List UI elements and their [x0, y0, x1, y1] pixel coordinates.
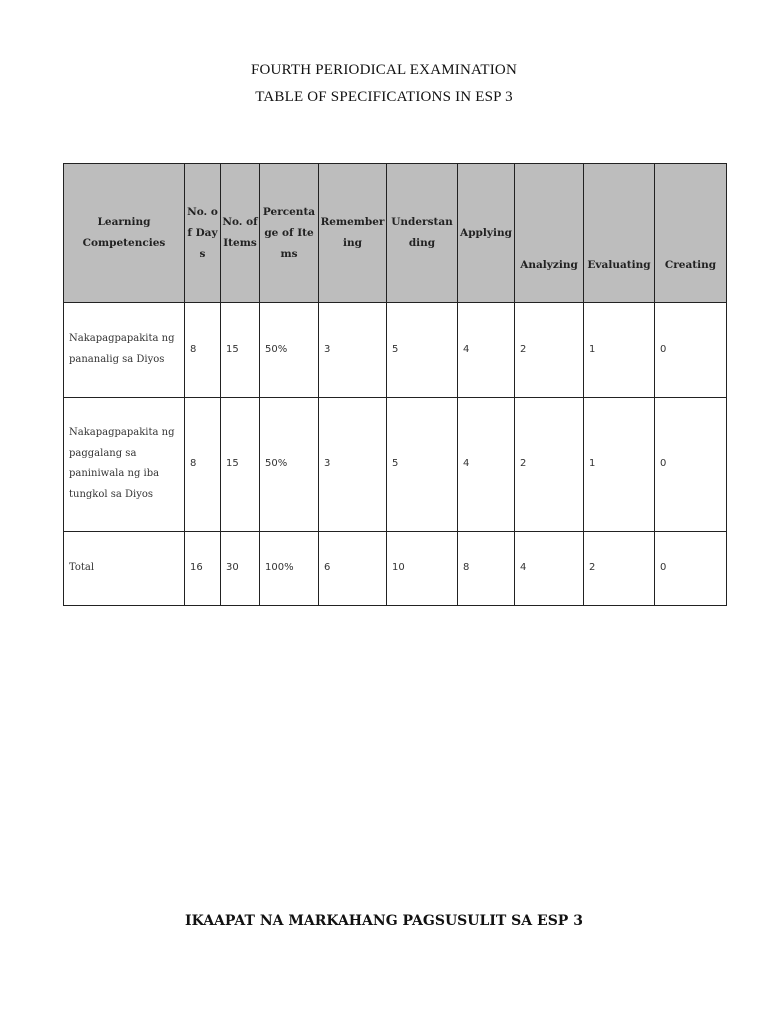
- table-row: [64, 397, 727, 531]
- total-row: [64, 531, 727, 605]
- column-header-items: No. of Items: [221, 164, 260, 303]
- total-items-cell: 30: [221, 531, 260, 605]
- days-cell: 8: [185, 397, 221, 531]
- header-row: [64, 164, 727, 303]
- document-title: FOURTH PERIODICAL EXAMINATION: [250, 62, 517, 78]
- table-row: [64, 303, 727, 397]
- document-subtitle: TABLE OF SPECIFICATIONS IN ESP 3: [255, 89, 513, 105]
- remembering-cell: 3: [319, 397, 387, 531]
- applying-cell: 4: [458, 303, 515, 397]
- items-cell: 15: [221, 397, 260, 531]
- competency-cell: Nakapagpapakita ng pananalig sa Diyos: [64, 303, 185, 397]
- items-cell: 15: [221, 303, 260, 397]
- exam-heading: IKAAPAT NA MARKAHANG PAGSUSULIT SA ESP 3: [185, 913, 583, 929]
- column-header-remembering: Remembering: [319, 164, 387, 303]
- total-days-cell: 16: [185, 531, 221, 605]
- column-header-creating: Creating: [655, 164, 727, 303]
- column-header-evaluating: Evaluating: [584, 164, 655, 303]
- total-understanding-cell: 10: [387, 531, 458, 605]
- creating-cell: 0: [655, 397, 727, 531]
- evaluating-cell: 1: [584, 303, 655, 397]
- remembering-cell: 3: [319, 303, 387, 397]
- column-header-percentage: Percentage of Items: [260, 164, 319, 303]
- column-header-days: No. of Days: [185, 164, 221, 303]
- column-header-competencies: Learning Competencies: [64, 164, 185, 303]
- column-header-analyzing: Analyzing: [515, 164, 584, 303]
- analyzing-cell: 2: [515, 397, 584, 531]
- total-creating-cell: 0: [655, 531, 727, 605]
- understanding-cell: 5: [387, 397, 458, 531]
- evaluating-cell: 1: [584, 397, 655, 531]
- percentage-cell: 50%: [260, 397, 319, 531]
- total-analyzing-cell: 4: [515, 531, 584, 605]
- column-header-understanding: Understanding: [387, 164, 458, 303]
- analyzing-cell: 2: [515, 303, 584, 397]
- total-evaluating-cell: 2: [584, 531, 655, 605]
- creating-cell: 0: [655, 303, 727, 397]
- specifications-table: [63, 163, 727, 606]
- percentage-cell: 50%: [260, 303, 319, 397]
- days-cell: 8: [185, 303, 221, 397]
- total-remembering-cell: 6: [319, 531, 387, 605]
- total-applying-cell: 8: [458, 531, 515, 605]
- total-percentage-cell: 100%: [260, 531, 319, 605]
- total-label: Total: [64, 531, 185, 605]
- understanding-cell: 5: [387, 303, 458, 397]
- applying-cell: 4: [458, 397, 515, 531]
- competency-cell: Nakapagpapakita ng paggalang sa paniniwala ng iba tungkol sa Diyos: [64, 397, 185, 531]
- column-header-applying: Applying: [458, 164, 515, 303]
